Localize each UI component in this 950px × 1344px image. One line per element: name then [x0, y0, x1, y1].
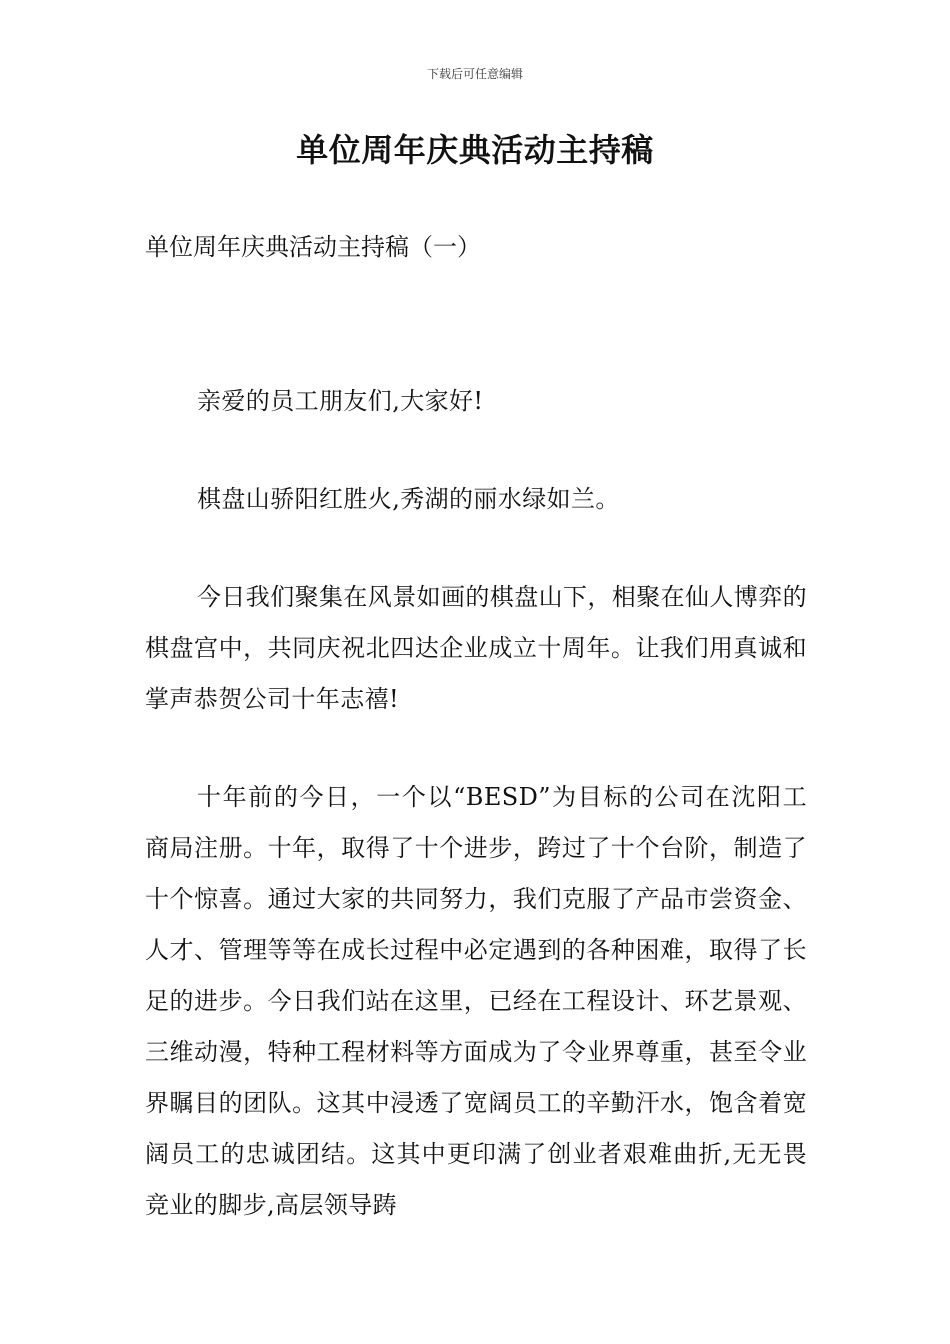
paragraph-gathering [145, 572, 807, 725]
paragraph-text: 今日我们聚集在风景如画的棋盘山下，相聚在仙人博弈的棋盘宫中，共同庆祝北四达企业成立十周年。让我们用真诚和掌声恭贺公司十年志禧! [145, 583, 807, 713]
paragraph-history [145, 772, 807, 1231]
section-title: 单位周年庆典活动主持稿（一） [145, 233, 481, 261]
paragraph-text: 十年前的今日，一个以“BESD”为目标的公司在沈阳工商局注册。十年，取得了十个进步，跨过了十个台阶，制造了十个惊喜。通过大家的共同努力，我们克服了产品市尝资金、人才、管理等等在成长过程中必定遇到的各种困难，取得了长足的进步。今日我们站在这里，已经在工程设计、环艺景观、三维动漫，特种工程材料等方面成为了令业界尊重，甚至令业界瞩目的团队。这其中浸透了宽阔员工的辛勤汗水，饱含着宽阔员工的忠诚团结。这其中更印满了创业者艰难曲折,无无畏竞业的脚步,高层领导踌 [145, 783, 807, 1219]
document-title: 单位周年庆典活动主持稿 [296, 131, 654, 169]
paragraph-text: 亲爱的员工朋友们,大家好! [197, 387, 484, 415]
paragraph-greeting [145, 376, 807, 427]
paragraph-text: 棋盘山骄阳红胜火,秀湖的丽水绿如兰。 [197, 485, 620, 513]
header-note: 下载后可任意编辑 [426, 67, 523, 81]
paragraph-scenery [145, 474, 807, 525]
